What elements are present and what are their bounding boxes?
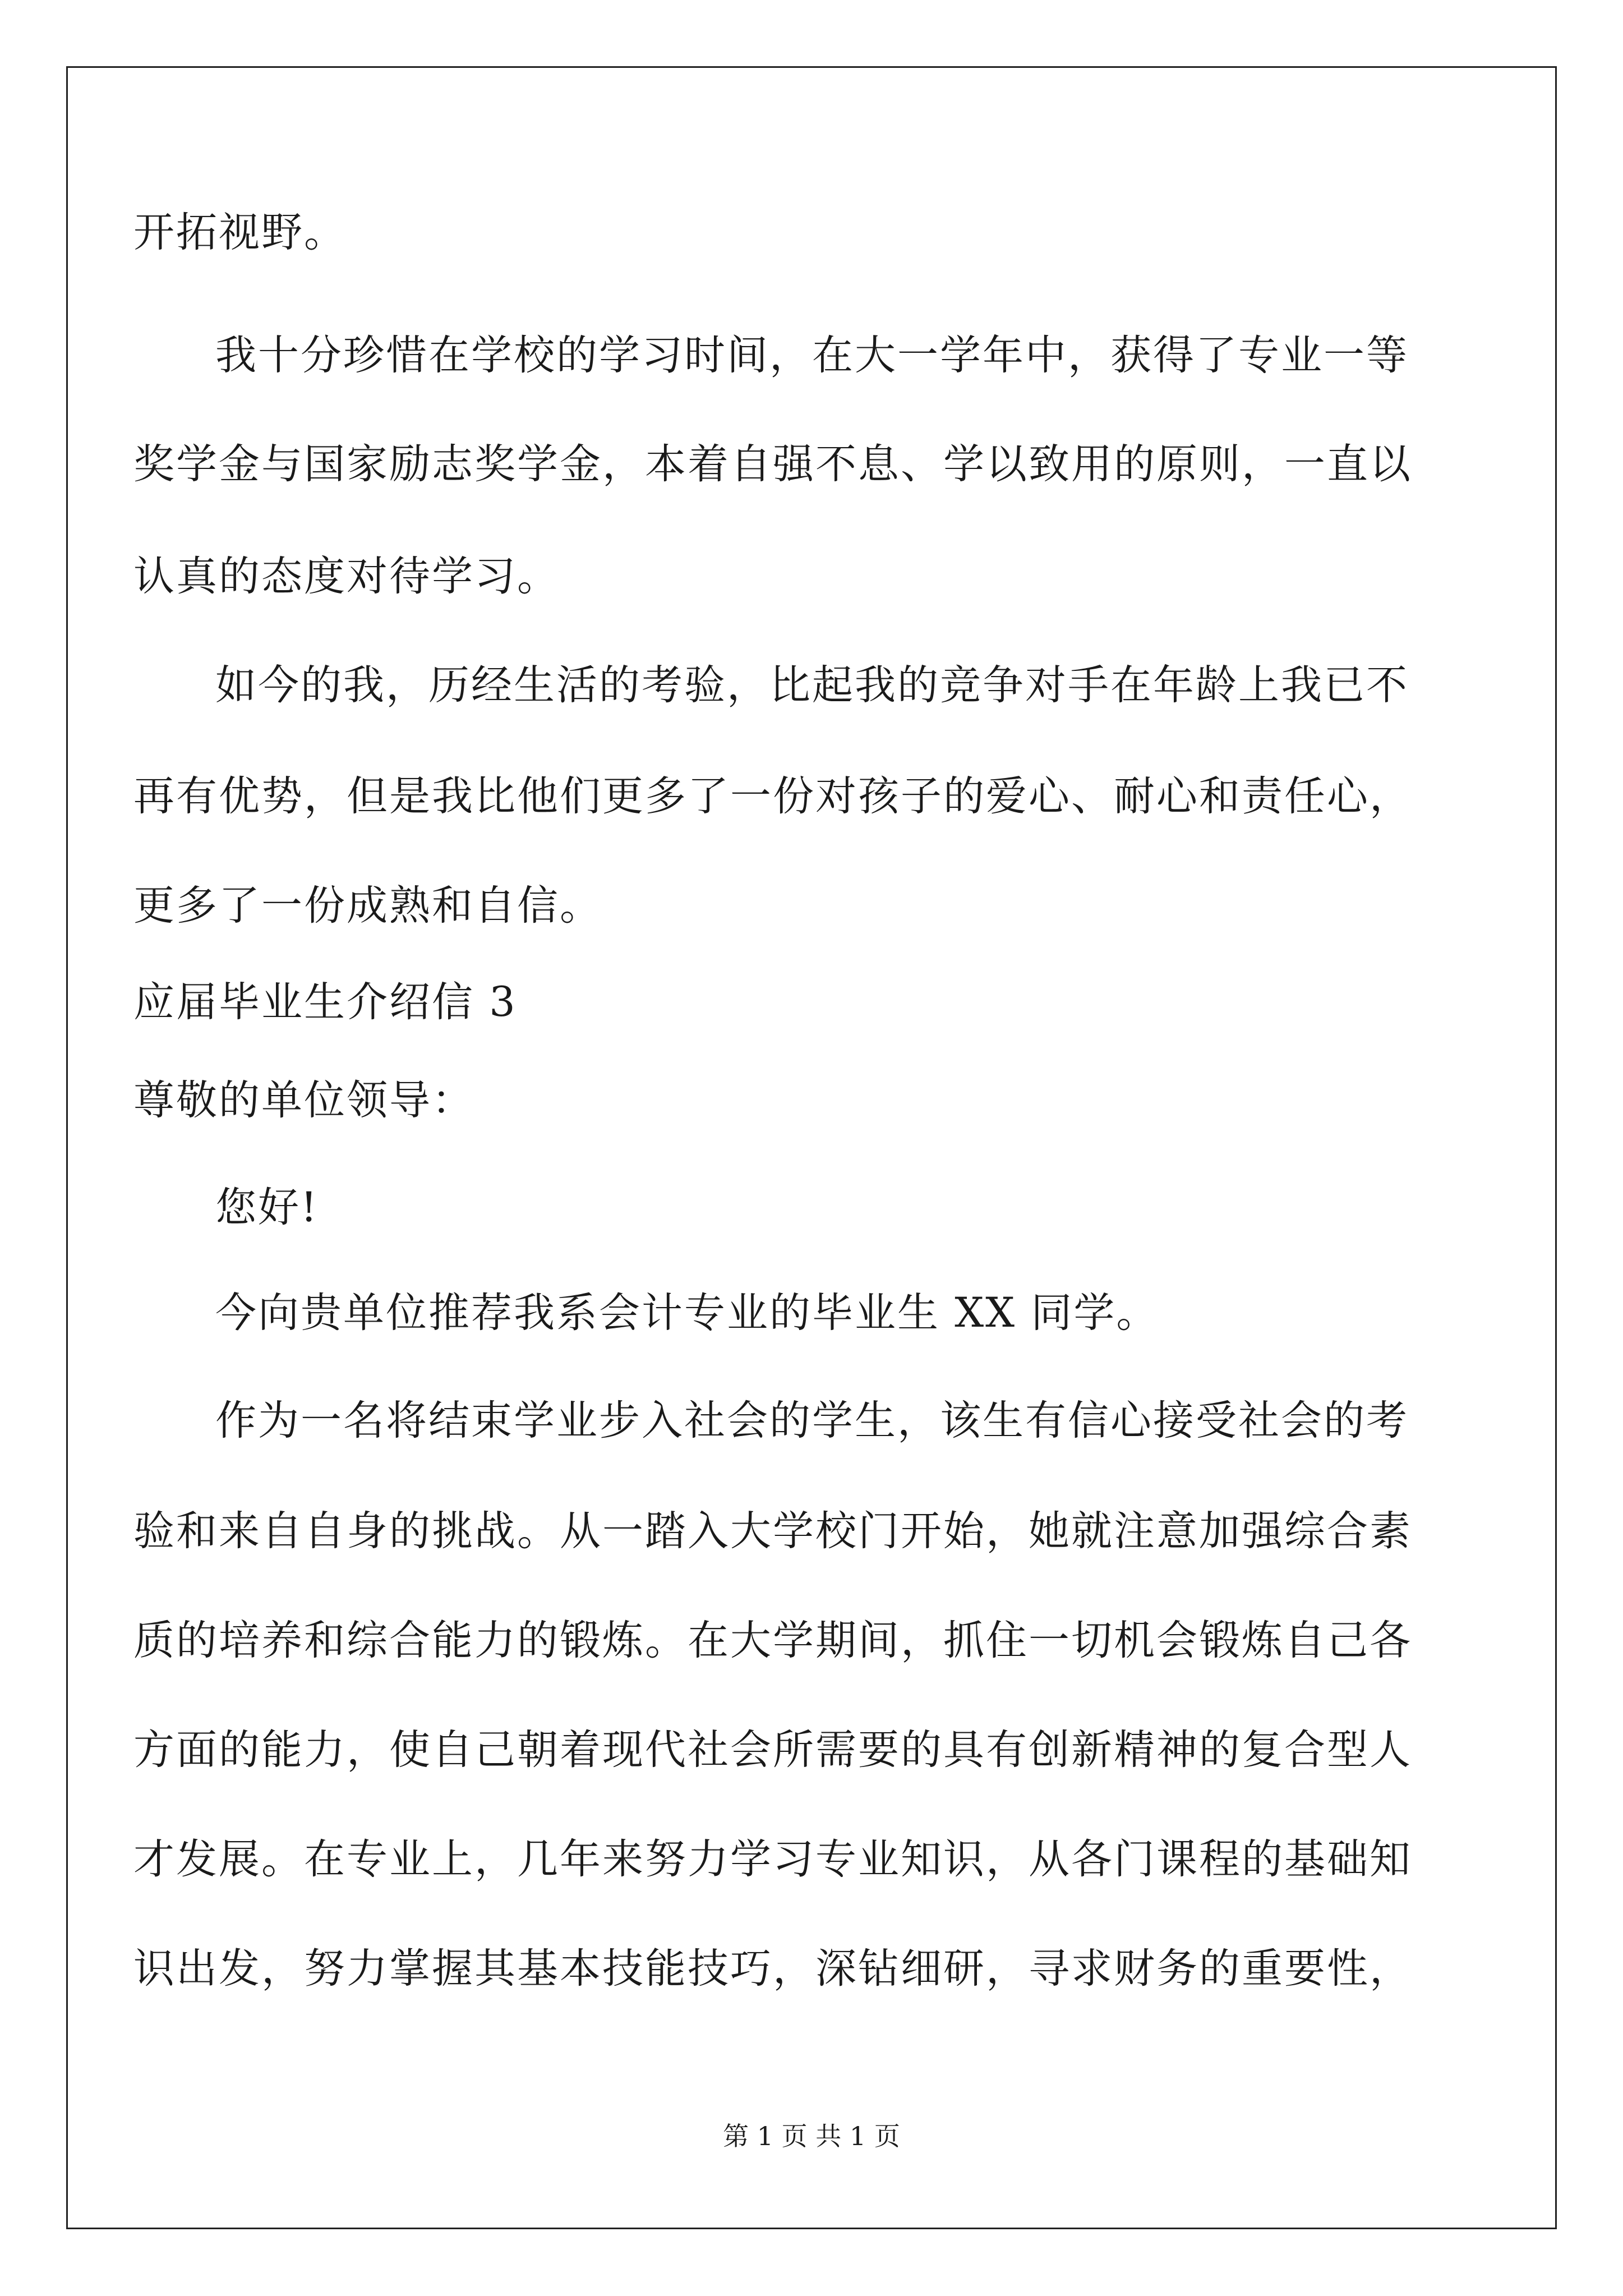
paragraph-start-line: 作为一名将结束学业步入社会的学生，该生有信心接受社会的考 — [215, 1397, 1409, 1444]
text-line: 识出发，努力掌握其基本技能技巧，深钻细研，寻求财务的重要性， — [133, 1945, 1412, 1993]
text-line: 方面的能力，使自己朝着现代社会所需要的具有创新精神的复合型人 — [133, 1726, 1412, 1774]
page-footer: 第 1 页 共 1 页 — [723, 2121, 900, 2151]
paragraph-start-line: 如今的我，历经生活的考验，比起我的竞争对手在年龄上我已不 — [215, 661, 1409, 709]
salutation: 尊敬的单位领导： — [133, 1076, 474, 1124]
section-heading: 应届毕业生介绍信 3 — [133, 978, 517, 1026]
text-line: 验和来自自身的挑战。从一踏入大学校门开始，她就注意加强综合素 — [133, 1507, 1412, 1555]
text-line: 奖学金与国家励志奖学金，本着自强不息、学以致用的原则，一直以 — [133, 440, 1412, 488]
text-line: 开拓视野。 — [133, 209, 347, 256]
greeting: 您好! — [215, 1184, 319, 1231]
paragraph-start-line: 今向贵单位推荐我系会计专业的毕业生 XX 同学。 — [215, 1289, 1159, 1337]
page-border — [66, 66, 1557, 2229]
text-line: 认真的态度对待学习。 — [133, 553, 560, 600]
paragraph-start-line: 我十分珍惜在学校的学习时间，在大一学年中，获得了专业一等 — [215, 332, 1409, 379]
text-line: 才发展。在专业上，几年来努力学习专业知识，从各门课程的基础知 — [133, 1835, 1412, 1883]
text-line: 再有优势，但是我比他们更多了一份对孩子的爱心、耐心和责任心， — [133, 772, 1412, 820]
text-line: 质的培养和综合能力的锻炼。在大学期间，抓住一切机会锻炼自己各 — [133, 1617, 1412, 1664]
text-line: 更多了一份成熟和自信。 — [133, 882, 602, 930]
